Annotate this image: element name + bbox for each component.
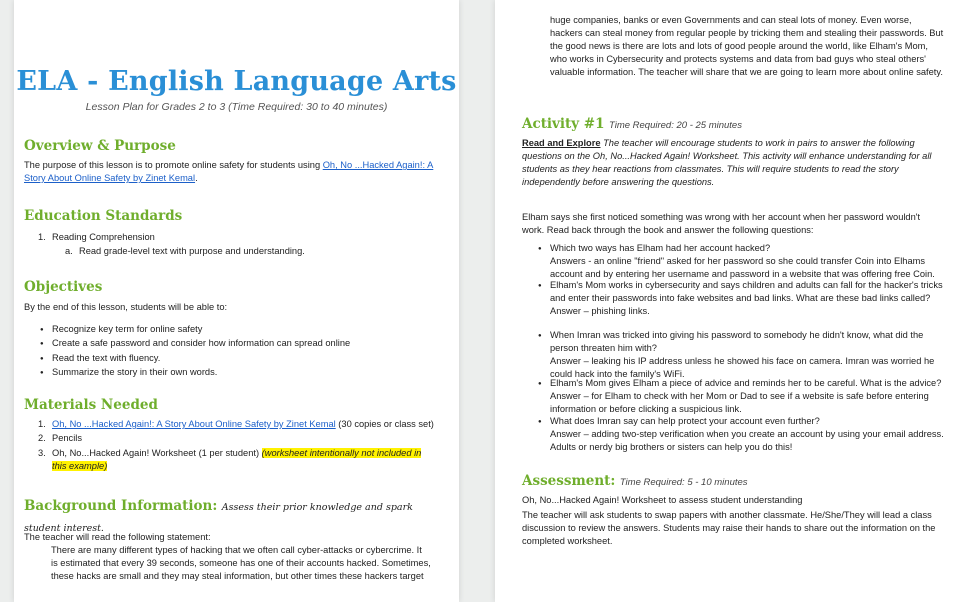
qa-item: ● Which two ways has Elham had her account hacked? Answers - an online "friend" asked for her password so she could transfer Coin into Elhams account and by entering her username and password in a website that was offering free Coin. (550, 242, 950, 281)
assessment-heading-block (522, 472, 748, 490)
page-title: ELA - English Language Arts (16, 66, 457, 97)
assessment-line-1: Oh, No...Hacked Again! Worksheet to assess student understanding (522, 495, 803, 505)
right-page (495, 0, 977, 602)
assessment-line-2: The teacher will ask students to swap papers with another classmate. He/She/They will lead a class discussion to review the answers. Students may raise their hands to share out the information on the completed worksheet. (522, 510, 936, 546)
materials-num-3: 3. (38, 448, 46, 458)
standards-heading: Education Standards (24, 208, 183, 224)
qa-item: ● Elham's Mom works in cybersecurity and says children and adults can fall for the hacker's tricks and enter their passwords into fake websites and bad links. What are these bad links called? Answer – phishing links. (550, 279, 950, 318)
objective-item: ● Recognize key term for online safety (52, 323, 202, 336)
activity-paragraph: Elham says she first noticed something was wrong with her account when her password wouldn't work. Read back through the book and answer the following questions: (522, 212, 921, 235)
book-link[interactable]: Oh, No ...Hacked Again!: A Story About Online Safety by Zinet Kemal (24, 160, 434, 183)
materials-item-1-rest: (30 copies or class set) (335, 419, 434, 429)
overview-end: . (195, 173, 198, 183)
background-heading: Background Information: (24, 498, 218, 514)
materials-item-2: Pencils (52, 433, 82, 443)
objectives-intro: By the end of this lesson, students will be able to: (24, 302, 228, 312)
read-explore-label: Read and Explore (522, 138, 601, 148)
standards-sub-item: Read grade-level text with purpose and understanding. (79, 246, 305, 256)
overview-text (24, 159, 434, 185)
materials-item-3 (52, 447, 432, 473)
qa-item: ● What does Imran say can help protect your account even further? Answer – adding two-step verification when you create an account by using your email address. Adults or nerdy big brothers or sisters can help you do this! (550, 415, 950, 454)
materials-heading: Materials Needed (24, 397, 158, 413)
background-intro: The teacher will read the following statement: (24, 532, 211, 542)
background-quote-right: huge companies, banks or even Governments and can steal lots of money. Even worse, hackers can steal money from regular people by tricking them and stealing their passwords. But the good news is there are lots and lots of good people around the world, like Elham's Mom, who works in Cybersecurity and protects systems and data from bad guys who steal others' valuable information. The teacher will share that we are going to learn more about online safety. (550, 15, 944, 77)
overview-heading: Overview & Purpose (24, 138, 176, 154)
assessment-time: Time Required: 5 - 10 minutes (619, 477, 748, 488)
assessment-heading: Assessment: (522, 473, 616, 489)
standards-sub-num: a. (65, 246, 73, 256)
objective-item: ● Summarize the story in their own words. (52, 366, 217, 379)
overview-body: The purpose of this lesson is to promote online safety for students using (24, 160, 323, 170)
background-quote-left: There are many different types of hacking that we often call cyber-attacks or cybercrime. It is estimated that every 39 seconds, someone has one of their accounts hacked. Sometimes, these hacks are small and they may steal information, but other times these hackers target (51, 545, 431, 581)
materials-num-2: 2. (38, 433, 46, 443)
activity-intro-text: The teacher will encourage students to work in pairs to answer the following questions on the Oh, No...Hacked Again! Worksheet. This activity will enhance understanding for all students as they hear reactions from classmates. This will require students to read the story independently before answering the questions. (522, 138, 932, 187)
worksheet-note-highlight: (worksheet intentionally not included in this example) (52, 448, 422, 471)
qa-item: ● Elham's Mom gives Elham a piece of advice and reminds her to be careful. What is the advice? Answer – for Elham to check with her Mom or Dad to see if a website is safe before entering information or before clicking a suspicious link. (550, 377, 950, 416)
objective-item: ● Read the text with fluency. (52, 352, 160, 365)
activity-intro (522, 137, 942, 189)
background-subheading: Assess their prior knowledge and spark student interest. (24, 502, 413, 534)
page-subtitle: Lesson Plan for Grades 2 to 3 (Time Required: 30 to 40 minutes) (85, 101, 388, 113)
materials-num-1: 1. (38, 419, 46, 429)
activity-heading: Activity #1 (522, 116, 605, 132)
standards-item-num: 1. (38, 232, 46, 242)
activity-heading-block (522, 115, 742, 133)
objectives-heading: Objectives (24, 279, 103, 295)
activity-time: Time Required: 20 - 25 minutes (608, 120, 742, 131)
materials-item-3-text: Oh, No...Hacked Again! Worksheet (1 per student) (52, 448, 262, 458)
qa-item: ● When Imran was tricked into giving his password to somebody he didn't know, what did the person threaten him with? Answer – leaking his IP address unless he showed his face on camera. Imran was worried he could hack into the family's WiFi. (550, 329, 950, 381)
materials-item-1 (52, 418, 452, 431)
standards-item: Reading Comprehension (52, 232, 155, 242)
objective-item: ● Create a safe password and consider how information can spread online (52, 337, 350, 350)
materials-book-link[interactable]: Oh, No ...Hacked Again!: A Story About Online Safety by Zinet Kemal (52, 419, 336, 429)
left-page (14, 0, 459, 602)
